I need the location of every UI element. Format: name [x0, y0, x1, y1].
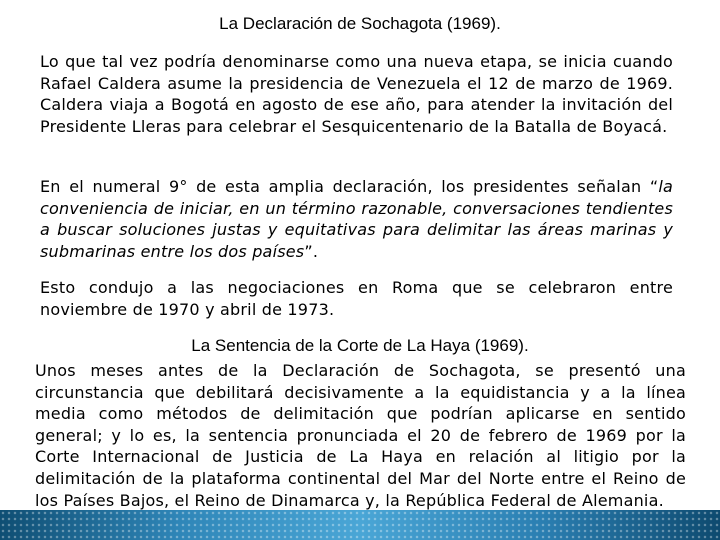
- paragraph-sentencia: Unos meses antes de la Declaración de Sochagota, se presentó una circunstancia que debilitará decisivamente a la equidistancia y a la línea media como métodos de delimitación que podrían aplicarse en sentido general; y lo es, la sentencia pronunciada el 20 de febrero de 1969 por la Corte Internacional de Justicia de La Haya en relación al litigio por la delimitación de la plataforma continental del Mar del Norte entre el Reino de los Países Bajos, el Reino de Dinamarca y, la República Federal de Alemania.: [35, 361, 686, 510]
- paragraph-numeral-9: [40, 176, 673, 262]
- paragraph-caldera: Lo que tal vez podría denominarse como una nueva etapa, se inicia cuando Rafael Caldera asume la presidencia de Venezuela el 12 de marzo de 1969. Caldera viaja a Bogotá en agosto de ese año, para atender la invitación del Presidente Lleras para celebrar el Sesquicentenario de la Batalla de Boyacá.: [40, 52, 673, 136]
- paragraph-roma: Esto condujo a las negociaciones en Roma que se celebraron entre noviembre de 1970 y abril de 1973.: [40, 278, 673, 319]
- footer-decorative-bar: [0, 510, 720, 540]
- section-title-sochagota: La Declaración de Sochagota (1969).: [219, 14, 501, 33]
- section-title-la-haya: La Sentencia de la Corte de La Haya (1969).: [191, 336, 529, 355]
- numeral-9-quote: la conveniencia de iniciar, en un término razonable, conversaciones tendientes a buscar soluciones justas y equitativas para delimitar las áreas marinas y submarinas entre los dos países: [40, 177, 673, 261]
- numeral-9-lead: En el numeral 9° de esta amplia declaración, los presidentes señalan “: [40, 177, 659, 196]
- numeral-9-tail: ”.: [304, 241, 319, 261]
